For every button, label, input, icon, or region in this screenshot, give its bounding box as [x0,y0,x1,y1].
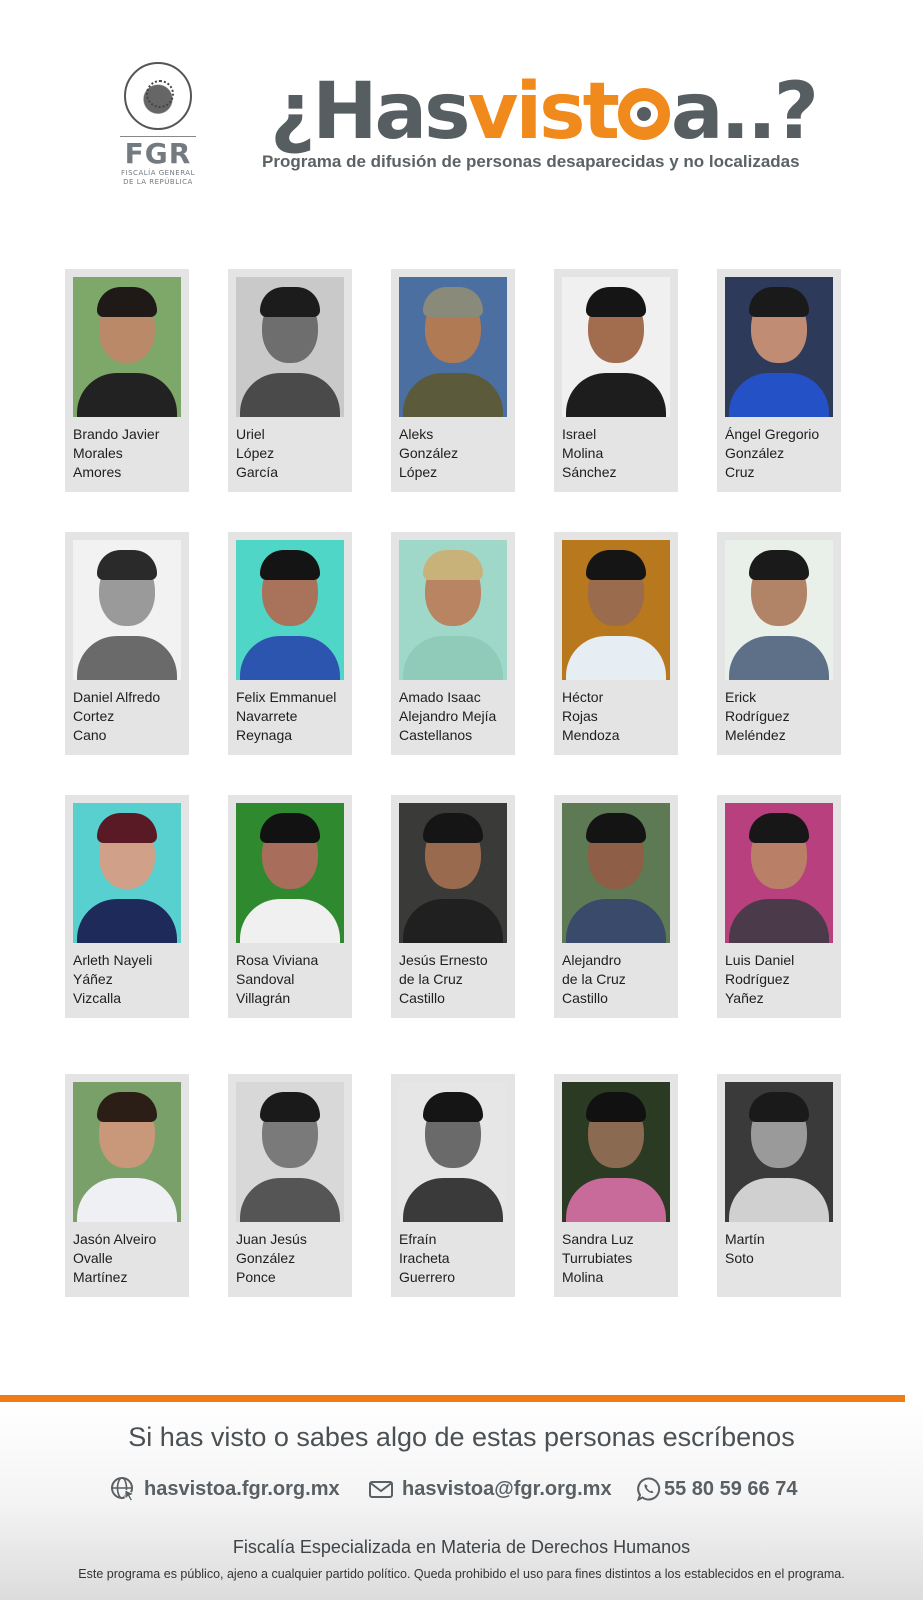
person-name-line: Martín [725,1231,765,1247]
photo-hair [97,1092,157,1122]
person-name-line: Navarrete [236,708,298,724]
person-name [73,425,185,482]
person-name-line: Felix Emmanuel [236,689,337,705]
envelope-icon [368,1476,394,1502]
person-name-line: Castellanos [399,727,473,743]
photo-shoulders [403,1178,503,1222]
person-name-line: Daniel Alfredo [73,689,161,705]
person-photo [725,803,833,943]
person-name-line: Molina [562,1269,604,1285]
person-name-line: Martínez [73,1269,128,1285]
title-suffix: a..? [670,67,817,157]
photo-shoulders [729,899,829,943]
person-photo [399,540,507,680]
person-name [399,951,511,1008]
person-photo [236,277,344,417]
photo-hair [97,550,157,580]
person-name-line: Meléndez [725,727,786,743]
person-photo [399,803,507,943]
photo-hair [586,813,646,843]
person-card[interactable] [554,532,678,755]
person-card[interactable] [65,532,189,755]
call-to-action: Si has visto o sabes algo de estas personas escríbenos [128,1422,795,1452]
person-card[interactable] [391,795,515,1018]
program-subtitle: Programa de difusión de personas desaparecidas y no localizadas [262,152,800,171]
person-name-line: Ponce [236,1269,276,1285]
person-card[interactable] [228,795,352,1018]
person-name-line: Aleks [399,426,434,442]
person-name-line: López [236,445,275,461]
title-prefix: ¿Has [270,67,468,157]
person-photo [73,803,181,943]
photo-shoulders [566,1178,666,1222]
email-contact[interactable] [368,1472,612,1506]
person-name-line: González [725,445,785,461]
photo-shoulders [566,373,666,417]
person-card[interactable] [65,1074,189,1297]
person-name-line: Rodríguez [725,971,790,987]
website-text: hasvistoa.fgr.org.mx [144,1477,340,1500]
photo-shoulders [403,899,503,943]
person-photo [236,803,344,943]
website-contact[interactable] [110,1472,340,1506]
person-name [725,951,837,1008]
person-name [562,951,674,1008]
person-name-line: Guerrero [399,1269,456,1285]
person-card[interactable] [228,269,352,492]
photo-hair [586,287,646,317]
logo-line-1: FISCALÍA GENERAL [121,169,195,177]
photo-hair [97,813,157,843]
person-name [73,1230,185,1287]
photo-hair [749,813,809,843]
person-name-line: Cortez [73,708,115,724]
person-card[interactable] [65,269,189,492]
photo-shoulders [566,636,666,680]
photo-hair [260,1092,320,1122]
person-name-line: González [236,1250,296,1266]
person-name-line: Mendoza [562,727,620,743]
person-name [725,425,837,482]
phone-text: 55 80 59 66 74 [664,1477,798,1500]
contact-list [0,1472,923,1506]
globe-cursor-icon [110,1476,136,1502]
person-card[interactable] [65,795,189,1018]
photo-hair [586,550,646,580]
footer [0,1402,923,1600]
logo-acronym: FGR [124,137,192,170]
person-name-line: Alejandro [562,952,622,968]
photo-shoulders [566,899,666,943]
accent-divider [0,1395,905,1402]
photo-hair [423,813,483,843]
person-name-line: Ovalle [73,1250,113,1266]
person-card[interactable] [391,1074,515,1297]
person-name-line: Cruz [725,464,755,480]
person-name-line: Amado Isaac [399,689,481,705]
person-name [236,1230,348,1287]
person-name-line: Ángel Gregorio [725,426,820,442]
photo-hair [97,287,157,317]
person-name-line: Brando Javier [73,426,160,442]
photo-shoulders [77,1178,177,1222]
logo-line-2: DE LA REPÚBLICA [123,178,193,186]
person-photo [562,540,670,680]
photo-shoulders [729,373,829,417]
person-photo [562,1082,670,1222]
person-card[interactable] [391,532,515,755]
photo-shoulders [403,373,503,417]
person-name [399,425,511,482]
photo-hair [749,287,809,317]
person-name-line: Sandoval [236,971,295,987]
person-name-line: Rodríguez [725,708,790,724]
person-name-line: Juan Jesús [236,1231,307,1247]
person-name-line: Sánchez [562,464,617,480]
email-text: hasvistoa@fgr.org.mx [402,1477,612,1500]
person-name [73,951,185,1008]
person-photo [73,540,181,680]
person-card[interactable] [228,532,352,755]
person-name-line: Rojas [562,708,598,724]
person-name [725,1230,837,1268]
person-name-line: González [399,445,459,461]
person-name-line: de la Cruz [399,971,463,987]
person-name-line: López [399,464,438,480]
person-card[interactable] [554,269,678,492]
person-name [399,688,511,745]
person-name-line: Rosa Viviana [236,952,319,968]
person-photo [725,1082,833,1222]
person-photo [399,1082,507,1222]
photo-hair [423,550,483,580]
person-name-line: Yañez [725,990,764,1006]
person-card[interactable] [391,269,515,492]
person-card[interactable] [717,1074,841,1297]
photo-hair [586,1092,646,1122]
photo-hair [260,287,320,317]
photo-hair [423,287,483,317]
title-highlight: vist [467,67,617,157]
photo-hair [423,1092,483,1122]
person-name-line: Iracheta [399,1250,450,1266]
person-name [236,425,348,482]
person-name [562,425,674,482]
photo-shoulders [240,373,340,417]
photo-shoulders [240,899,340,943]
person-name-line: Castillo [399,990,445,1006]
person-name [236,951,348,1008]
person-name-line: Arleth Nayeli [73,952,153,968]
person-name [562,1230,674,1287]
photo-shoulders [729,636,829,680]
person-name [236,688,348,745]
person-card[interactable] [228,1074,352,1297]
person-name-line: Jesús Ernesto [399,952,488,968]
person-name-line: Reynaga [236,727,293,743]
person-photo [236,1082,344,1222]
photo-hair [749,550,809,580]
person-name [399,1230,511,1287]
photo-shoulders [240,1178,340,1222]
person-name-line: Efraín [399,1231,437,1247]
person-name-line: Héctor [562,689,604,705]
person-name-line: Molina [562,445,604,461]
organization-name: Fiscalía Especializada en Materia de Derechos Humanos [232,1537,691,1557]
person-photo [236,540,344,680]
photo-shoulders [403,636,503,680]
person-name-line: Cano [73,727,107,743]
person-name-line: Villagrán [236,990,291,1006]
whatsapp-contact[interactable] [636,1472,797,1506]
person-name-line: Castillo [562,990,608,1006]
person-name-line: Jasón Alveiro [73,1231,157,1247]
person-name-line: Amores [73,464,122,480]
whatsapp-icon [636,1476,662,1502]
person-card[interactable] [554,795,678,1018]
person-name-line: Yáñez [73,971,113,987]
person-photo [725,277,833,417]
photo-shoulders [77,636,177,680]
person-card[interactable] [717,795,841,1018]
person-name-line: Vizcalla [73,990,121,1006]
photo-hair [260,813,320,843]
person-name-line: Soto [725,1250,754,1266]
person-photo [725,540,833,680]
person-photo [562,803,670,943]
person-name-line: Sandra Luz [562,1231,634,1247]
person-name-line: Luis Daniel [725,952,795,968]
person-name-line: Uriel [236,426,265,442]
person-photo [73,277,181,417]
person-card[interactable] [717,269,841,492]
photo-hair [749,1092,809,1122]
person-name-line: Erick [725,689,757,705]
person-name [562,688,674,745]
photo-shoulders [77,373,177,417]
person-photo [562,277,670,417]
person-name-line: de la Cruz [562,971,626,987]
photo-shoulders [729,1178,829,1222]
person-photo [399,277,507,417]
person-name-line: García [236,464,279,480]
photo-shoulders [77,899,177,943]
person-name [73,688,185,745]
person-name-line: Morales [73,445,123,461]
disclaimer: Este programa es público, ajeno a cualquier partido político. Queda prohibido el uso para fines distintos a los establecidos en el programa. [78,1567,845,1581]
person-photo [73,1082,181,1222]
person-name-line: Israel [562,426,597,442]
person-name [725,688,837,745]
person-card[interactable] [554,1074,678,1297]
person-name-line: Turrubiates [562,1250,633,1266]
photo-shoulders [240,636,340,680]
person-name-line: Alejandro Mejía [399,708,497,724]
photo-hair [260,550,320,580]
person-card[interactable] [717,532,841,755]
